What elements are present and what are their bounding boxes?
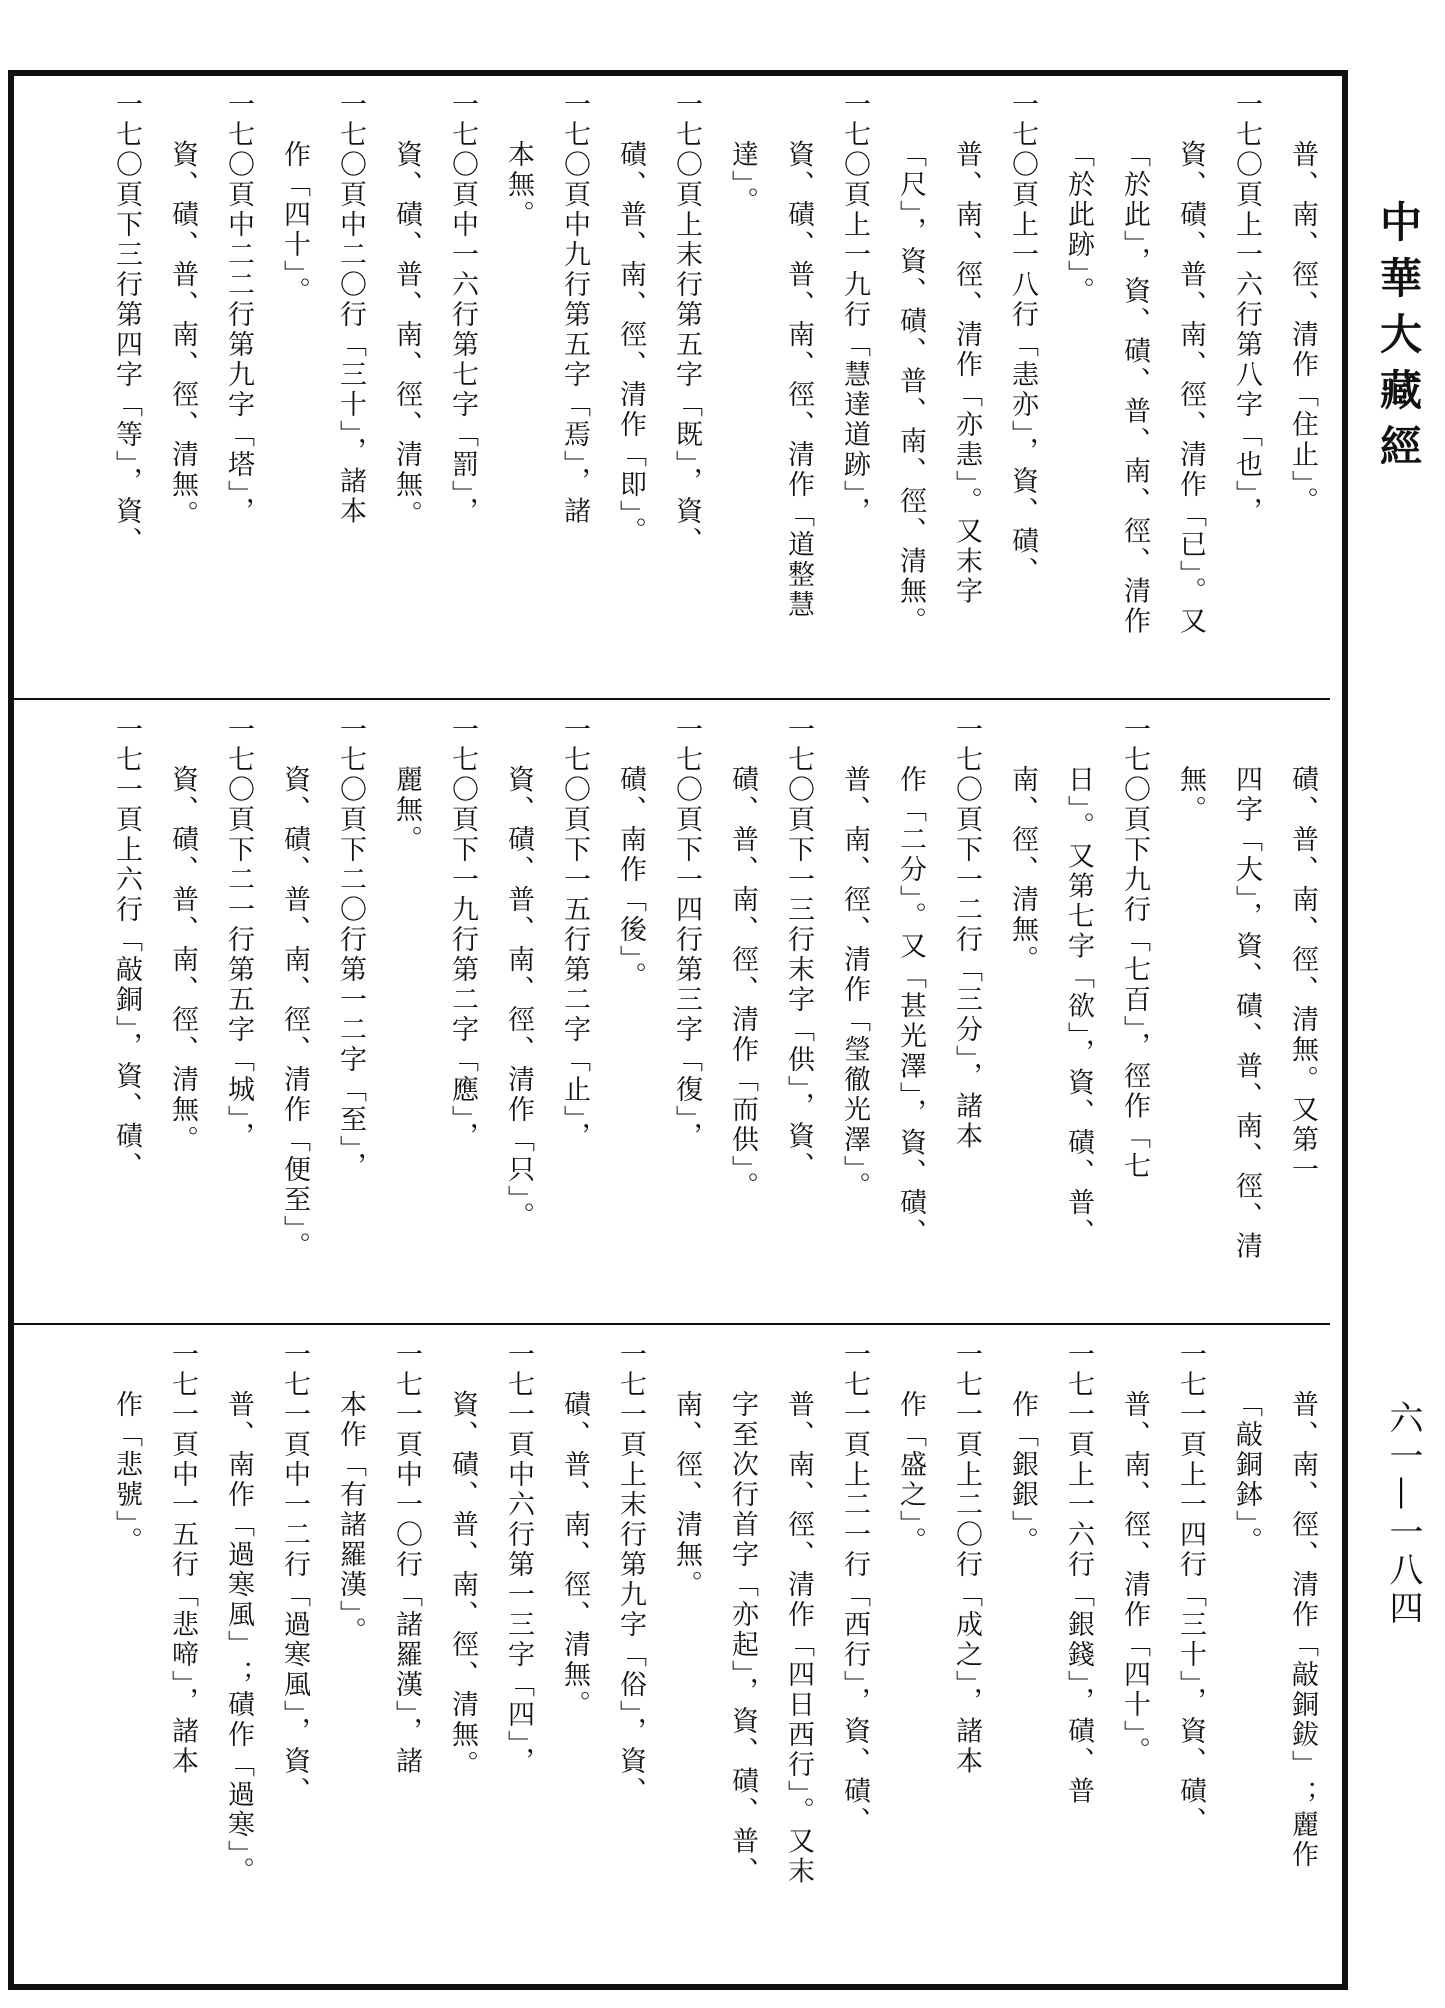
text-column: 普、南、徑、清作「四日西行」。又末 — [783, 1390, 814, 1887]
text-column: 普、南、徑、清作「亦恚」。又末字 — [951, 140, 982, 607]
text-column: 資、磧、普、南、徑、清作「便至」。 — [279, 765, 310, 1262]
text-column: 資、磧、普、南、徑、清作「只」。 — [503, 765, 534, 1232]
text-column: 一七一頁上二一行「西行」，資、磧、 — [839, 1340, 870, 1837]
text-column: 磧、普、南、徑、清無。 — [559, 1390, 590, 1720]
text-column: 普、南、徑、清作「敲銅鈸」；麗作 — [1287, 1390, 1318, 1870]
text-column: 一七一頁中一二行「過寒風」，資、 — [279, 1340, 310, 1807]
text-column: 資、磧、普、南、徑、清無。 — [391, 140, 422, 530]
text-column: 作「悲號」。 — [111, 1390, 142, 1557]
page-number: 六一—一八四 — [1383, 1400, 1423, 1628]
text-column: 作「盛之」。 — [895, 1390, 926, 1557]
text-column: 磧、普、南、徑、清作「而供」。 — [727, 765, 758, 1202]
text-column: 磧、南作「後」。 — [615, 765, 646, 992]
text-column: 一七〇頁中二二行第九字「塔」， — [223, 90, 254, 527]
text-column: 無。 — [1175, 765, 1206, 825]
text-column: 一七一頁上一六行「銀錢」，磧、普 — [1063, 1340, 1094, 1807]
text-column: 一七一頁中一〇行「諸羅漢」，諸 — [391, 1340, 422, 1777]
text-column: 普、南、徑、清作「四十」。 — [1119, 1390, 1150, 1767]
text-column: 磧、普、南、徑、清作「即」。 — [615, 140, 646, 547]
text-column: 一七〇頁下三行第四字「等」，資、 — [111, 90, 142, 557]
text-column: 一七〇頁下九行「七百」，徑作「七 — [1119, 715, 1150, 1182]
text-column: 一七〇頁下一九行第二字「應」， — [447, 715, 478, 1152]
text-column: 本作「有諸羅漢」。 — [335, 1390, 366, 1647]
text-column: 日」。又第七字「欲」，資、磧、普、 — [1063, 765, 1094, 1248]
text-column: 四字「大」，資、磧、普、南、徑、清 — [1231, 765, 1262, 1262]
text-column: 作「銀銀」。 — [1007, 1390, 1038, 1557]
text-column: 資、磧、普、南、徑、清無。 — [447, 1390, 478, 1780]
text-column: 資、磧、普、南、徑、清作「道整慧 — [783, 140, 814, 620]
text-column: 一七〇頁上末行第五字「既」，資、 — [671, 90, 702, 557]
text-column: 麗無。 — [391, 765, 422, 855]
text-column: 普、南、徑、清作「住止」。 — [1287, 140, 1318, 517]
text-column: 普、南作「過寒風」；磧作「過寒」。 — [223, 1390, 254, 1887]
text-column: 普、南、徑、清作「瑩徹光澤」。 — [839, 765, 870, 1202]
text-column: 一七〇頁中二〇行「三十」，諸本 — [335, 90, 366, 527]
text-column: 一七一頁上六行「敲銅」，資、磧、 — [111, 715, 142, 1182]
text-column: 一七〇頁上一八行「恚亦」，資、磧、 — [1007, 90, 1038, 587]
text-column: 作「二分」。又「甚光澤」，資、磧、 — [895, 765, 926, 1248]
text-column: 南、徑、清無。 — [671, 1390, 702, 1600]
text-column: 字至次行首字「亦起」，資、磧、普、 — [727, 1390, 758, 1887]
text-column: 一七〇頁下一四行第三字「復」， — [671, 715, 702, 1152]
text-column: 磧、普、南、徑、清無。又第一 — [1287, 765, 1318, 1185]
text-column: 一七〇頁下一三行末字「供」，資、 — [783, 715, 814, 1182]
text-band-top — [10, 80, 1330, 700]
text-column: 一七〇頁下二一行第五字「城」， — [223, 715, 254, 1152]
text-column: 一七〇頁上一六行第八字「也」， — [1231, 90, 1262, 527]
text-column: 本無。 — [503, 140, 534, 230]
text-band-middle — [10, 705, 1330, 1325]
text-column: 一七〇頁下二〇行第一二字「至」， — [335, 715, 366, 1182]
text-column: 資、磧、普、南、徑、清作「已」。又 — [1175, 140, 1206, 637]
text-column: 「於此」，資、磧、普、南、徑、清作 — [1119, 140, 1150, 637]
text-column: 一七一頁上二〇行「成之」，諸本 — [951, 1340, 982, 1777]
text-column: 一七〇頁下一二行「三分」，諸本 — [951, 715, 982, 1152]
text-column: 一七一頁上一四行「三十」，資、磧、 — [1175, 1340, 1206, 1837]
text-column: 「尺」，資、磧、普、南、徑、清無。 — [895, 140, 926, 637]
text-column: 「敲銅鉢」。 — [1231, 1390, 1262, 1557]
text-column: 南、徑、清無。 — [1007, 765, 1038, 975]
text-column: 一七〇頁上一九行「慧達道跡」， — [839, 90, 870, 527]
text-column: 資、磧、普、南、徑、清無。 — [167, 140, 198, 530]
text-column: 作「四十」。 — [279, 140, 310, 307]
collection-title: 中華大藏經 — [1374, 200, 1423, 480]
text-column: 一七〇頁下一五行第二字「止」， — [559, 715, 590, 1152]
text-column: 一七一頁中一五行「悲啼」，諸本 — [167, 1340, 198, 1777]
text-column: 一七一頁中六行第一三字「四」， — [503, 1340, 534, 1777]
text-column: 一七〇頁中一六行第七字「罰」， — [447, 90, 478, 527]
text-column: 一七一頁上末行第九字「俗」，資、 — [615, 1340, 646, 1807]
text-column: 資、磧、普、南、徑、清無。 — [167, 765, 198, 1155]
text-band-bottom — [10, 1330, 1330, 1970]
text-column: 一七〇頁中九行第五字「焉」，諸 — [559, 90, 590, 527]
text-column: 達」。 — [727, 140, 758, 217]
text-column: 「於此跡」。 — [1063, 140, 1094, 307]
